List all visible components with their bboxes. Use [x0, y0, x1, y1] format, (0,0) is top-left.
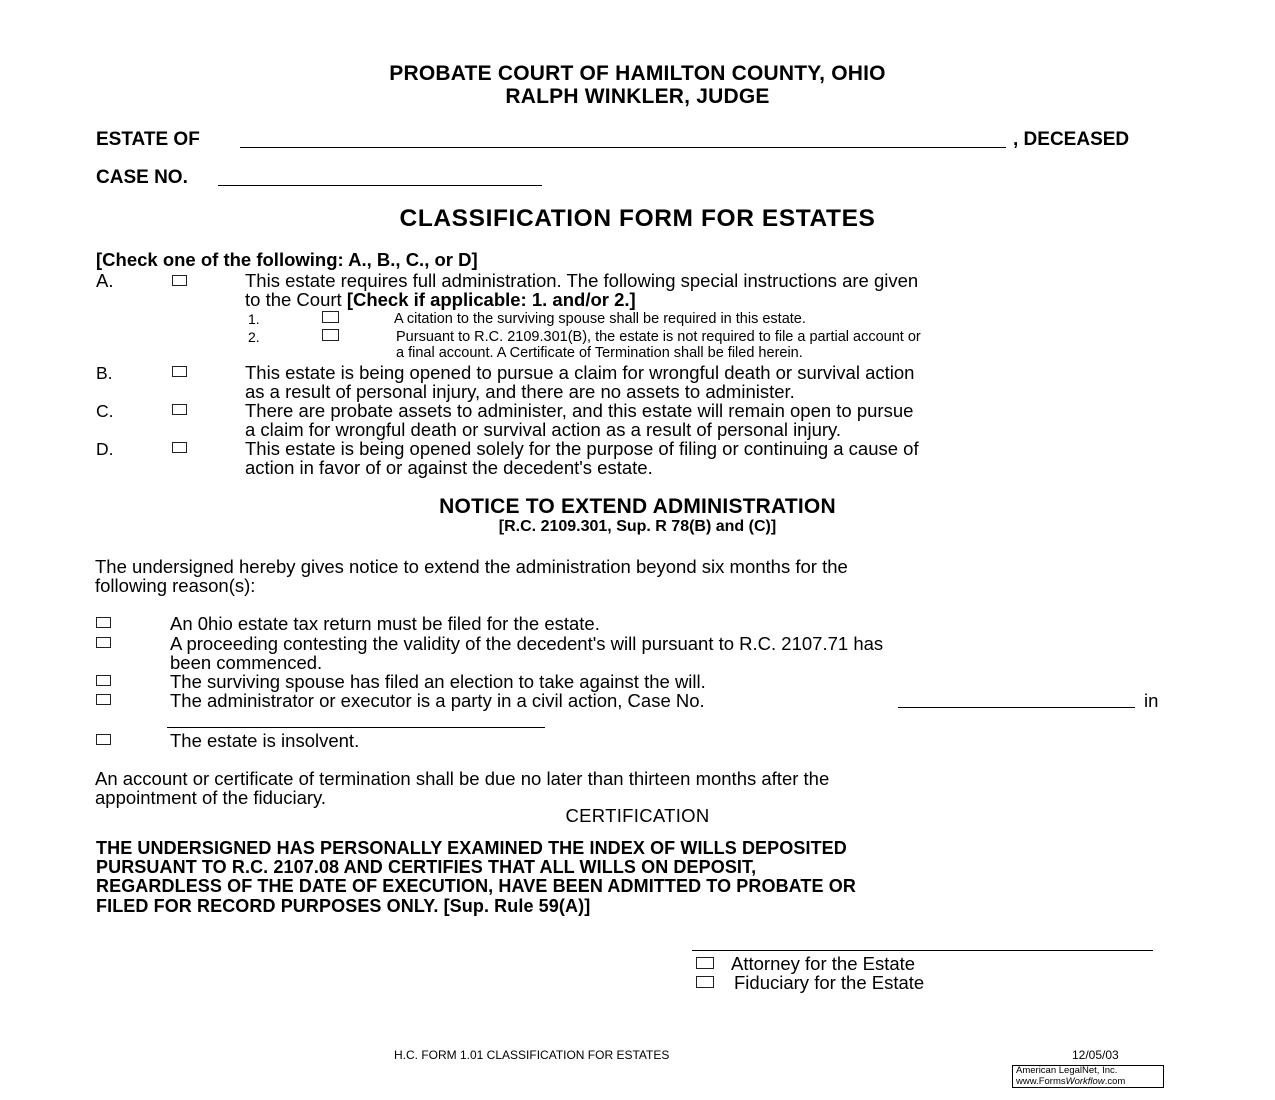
- certification-line-2: PURSUANT TO R.C. 2107.08 AND CERTIFIES THAT ALL WILLS ON DEPOSIT,: [96, 857, 757, 877]
- option-c-text-line1: There are probate assets to administer, and this estate will remain open to pursue: [245, 400, 914, 421]
- reason-1-checkbox[interactable]: [96, 617, 111, 628]
- publisher-stamp: [1012, 1065, 1164, 1088]
- option-a-checkbox[interactable]: [172, 275, 187, 286]
- option-a-text-line2: to the Court: [245, 289, 347, 310]
- sub-option-1-text: A citation to the surviving spouse shall be required in this estate.: [394, 311, 806, 327]
- reason-3-text: The surviving spouse has filed an election to take against the will.: [170, 671, 706, 692]
- sub-option-1-number: 1.: [248, 311, 260, 327]
- court-name: PROBATE COURT OF HAMILTON COUNTY, OHIO: [389, 62, 886, 85]
- notice-title: NOTICE TO EXTEND ADMINISTRATION: [439, 495, 836, 518]
- estate-of-label: ESTATE OF: [96, 129, 200, 150]
- option-d-letter: D.: [96, 439, 114, 459]
- attorney-checkbox[interactable]: [696, 957, 714, 969]
- certification-title: CERTIFICATION: [565, 805, 710, 826]
- reason-5-text: The estate is insolvent.: [170, 730, 360, 751]
- certification-line-3: REGARDLESS OF THE DATE OF EXECUTION, HAVE BEEN ADMITTED TO PROBATE OR: [96, 876, 856, 896]
- option-c-checkbox[interactable]: [172, 404, 187, 415]
- option-a-letter: A.: [96, 270, 114, 291]
- option-d-text-line2: action in favor of or against the decedent's estate.: [245, 457, 653, 478]
- account-due-line1: An account or certificate of termination shall be due no later than thirteen months after the: [95, 768, 830, 789]
- publisher-url: www.FormsWorkflow.com: [1016, 1075, 1126, 1087]
- notice-intro-line1: The undersigned hereby gives notice to extend the administration beyond six months for the: [95, 556, 848, 577]
- reason-5-checkbox[interactable]: [96, 734, 111, 745]
- signature-line[interactable]: [692, 950, 1153, 951]
- reason-2-text-line2: been commenced.: [170, 652, 323, 673]
- sub-option-2-text-line2: a final account. A Certificate of Termination shall be filed herein.: [396, 345, 803, 361]
- option-b-checkbox[interactable]: [172, 366, 187, 377]
- footer-date: 12/05/03: [1072, 1048, 1119, 1062]
- reason-2-text-line1: A proceeding contesting the validity of the decedent's will pursuant to R.C. 2107.71 has: [170, 633, 884, 654]
- option-d-text-line1: This estate is being opened solely for the purpose of filing or continuing a cause of: [245, 438, 919, 459]
- footer-form-name: H.C. FORM 1.01 CLASSIFICATION FOR ESTATES: [394, 1048, 670, 1062]
- judge-name: RALPH WINKLER, JUDGE: [505, 85, 770, 108]
- fiduciary-checkbox[interactable]: [696, 976, 714, 988]
- deceased-label: , DECEASED: [1013, 129, 1130, 150]
- option-a-text-line1: This estate requires full administration. The following special instructions are given: [245, 270, 919, 291]
- sub-option-2-number: 2.: [248, 329, 260, 345]
- option-b-text-line2: as a result of personal injury, and there are no assets to administer.: [245, 381, 795, 402]
- reason-1-text: An 0hio estate tax return must be filed for the estate.: [170, 613, 600, 634]
- estate-of-field[interactable]: [240, 147, 1006, 148]
- reason-4-checkbox[interactable]: [96, 694, 111, 705]
- case-no-label: CASE NO.: [96, 167, 188, 188]
- sub-option-2-text-line1: Pursuant to R.C. 2109.301(B), the estate is not required to file a partial account or: [396, 329, 921, 345]
- account-due-line2: appointment of the fiduciary.: [95, 787, 327, 808]
- sub-option-2-checkbox[interactable]: [322, 329, 339, 341]
- case-no-field[interactable]: [218, 185, 542, 186]
- civil-case-no-field[interactable]: [898, 707, 1135, 708]
- option-c-text-line2: a claim for wrongful death or survival action as a result of personal injury.: [245, 419, 842, 440]
- publisher-name: American LegalNet, Inc.: [1016, 1065, 1118, 1076]
- attorney-label: Attorney for the Estate: [731, 953, 916, 974]
- option-c-letter: C.: [96, 401, 114, 421]
- reason-4-in-label: in: [1144, 690, 1159, 711]
- civil-court-field[interactable]: [167, 727, 545, 728]
- fiduciary-label: Fiduciary for the Estate: [734, 972, 925, 993]
- option-a-check-instruction: [Check if applicable: 1. and/or 2.]: [346, 289, 636, 310]
- notice-subtitle: [R.C. 2109.301, Sup. R 78(B) and (C)]: [498, 518, 777, 535]
- option-b-text-line1: This estate is being opened to pursue a claim for wrongful death or survival action: [245, 362, 915, 383]
- reason-2-checkbox[interactable]: [96, 637, 111, 648]
- sub-option-1-checkbox[interactable]: [322, 311, 339, 323]
- classification-instruction: [Check one of the following: A., B., C., or D]: [96, 249, 478, 270]
- certification-line-4: FILED FOR RECORD PURPOSES ONLY. [Sup. Rule 59(A)]: [96, 896, 591, 916]
- notice-intro-line2: following reason(s):: [95, 575, 256, 596]
- option-d-checkbox[interactable]: [172, 442, 187, 453]
- option-b-letter: B.: [96, 363, 113, 383]
- form-title: CLASSIFICATION FORM FOR ESTATES: [399, 205, 876, 232]
- certification-line-1: THE UNDERSIGNED HAS PERSONALLY EXAMINED THE INDEX OF WILLS DEPOSITED: [96, 838, 847, 858]
- reason-4-text: The administrator or executor is a party in a civil action, Case No.: [170, 690, 705, 711]
- reason-3-checkbox[interactable]: [96, 675, 111, 686]
